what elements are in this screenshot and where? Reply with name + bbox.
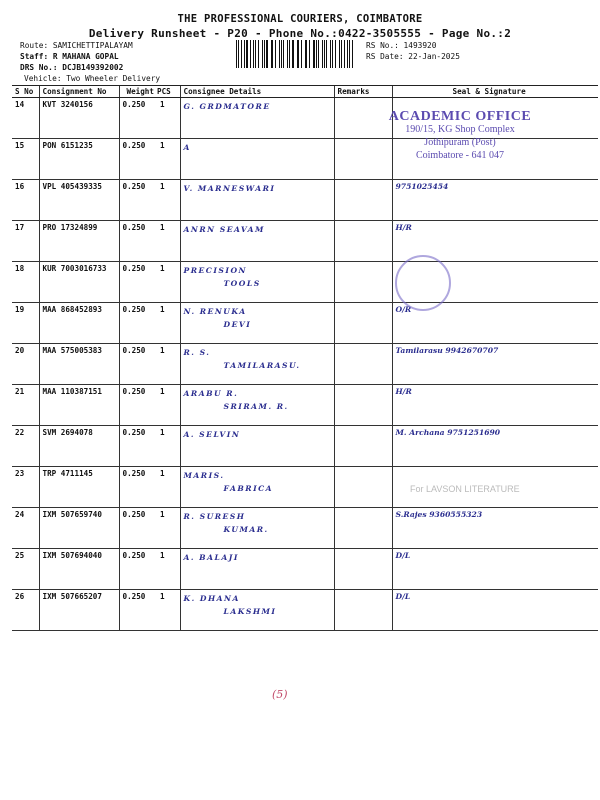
consignee-line-1: V. MARNESWARI (183, 184, 276, 193)
consignee-line-1: PRECISION (183, 266, 247, 275)
consignee-cell (180, 467, 334, 508)
round-seal-stamp (395, 255, 451, 311)
barcode-bar (313, 40, 315, 68)
signature-cell: Tamilarasu 9942670707 (392, 344, 598, 385)
weight-cell: 0.250 (119, 344, 157, 385)
table-row (12, 590, 598, 631)
weight-cell: 0.250 (119, 549, 157, 590)
signature-cell: S.Rajes 9360555323 (392, 508, 598, 549)
company-title: THE PROFESSIONAL COURIERS, COIMBATORE (177, 13, 423, 25)
barcode-bar (244, 40, 245, 68)
pcs-cell: 1 (157, 549, 180, 590)
stamp-line-4: Coimbatore - 641 047 (415, 150, 505, 161)
consignee-line-1: K. DHANA (183, 594, 240, 603)
rs-no-label: RS No.: 1493920 (366, 41, 437, 50)
signature-cell: H/R (392, 385, 598, 426)
table-row (12, 385, 598, 426)
academic-office-stamp (380, 110, 540, 176)
table-row (12, 549, 598, 590)
sno-cell: 24 (12, 508, 39, 549)
consignee-line-2: LAKSHMI (223, 607, 277, 616)
signature-cell: M. Archana 9751251690 (392, 426, 598, 467)
consignee-line-2: KUMAR. (223, 525, 269, 534)
consignee-cell (180, 139, 334, 180)
remarks-cell (334, 385, 392, 426)
sno-cell: 21 (12, 385, 39, 426)
consignment-no-cell: IXM 507659740 (39, 508, 119, 549)
barcode-bar (266, 40, 268, 68)
barcode-bar (298, 40, 299, 68)
weight-cell: 0.250 (119, 590, 157, 631)
weight-cell: 0.250 (119, 385, 157, 426)
consignee-line-2: TAMILARASU. (223, 361, 301, 370)
barcode-bar (275, 40, 276, 68)
barcode-bar (238, 40, 239, 68)
consignee-line-1: R. S. (183, 348, 211, 357)
faded-stamp: For LAVSON LITERATURE (410, 484, 520, 494)
barcode-bar (255, 40, 256, 68)
remarks-cell (334, 590, 392, 631)
barcode-bar (262, 40, 263, 68)
barcode-bar (289, 40, 290, 68)
rs-date-label: RS Date: 22-Jan-2025 (366, 52, 460, 61)
consignment-no-cell: SVM 2694078 (39, 426, 119, 467)
consignee-line-2: FABRICA (223, 484, 274, 493)
stamp-line-3: Jothipuram (Post) (424, 137, 496, 148)
barcode-bar (326, 40, 327, 68)
remarks-cell (334, 303, 392, 344)
sno-cell: 17 (12, 221, 39, 262)
barcode-bar (322, 40, 323, 68)
barcode-bar (279, 40, 280, 68)
consignee-line-1: ANRN SEAVAM (183, 225, 265, 234)
barcode-bar (316, 40, 317, 68)
runsheet-subtitle: Delivery Runsheet - P20 - Phone No.:0422-3505555 - Page No.:2 (88, 27, 512, 40)
consignment-no-cell: IXM 507665207 (39, 590, 119, 631)
barcode-bar (349, 40, 350, 68)
barcode-bar (318, 40, 319, 68)
table-row (12, 221, 598, 262)
col-consignment: Consignment No (39, 86, 119, 98)
consignee-line-1: ARABU R. (183, 389, 239, 398)
consignee-line-1: G. GRDMATORE (183, 102, 271, 111)
consignee-cell (180, 262, 334, 303)
stamp-line-2: 190/15, KG Shop Complex (405, 124, 515, 135)
consignment-no-cell: VPL 405439335 (39, 180, 119, 221)
remarks-cell (334, 180, 392, 221)
consignee-cell (180, 426, 334, 467)
remarks-cell (334, 467, 392, 508)
remarks-cell (334, 221, 392, 262)
table-row (12, 344, 598, 385)
barcode-bar (281, 40, 282, 68)
barcode-bar (301, 40, 302, 68)
sno-cell: 26 (12, 590, 39, 631)
pcs-cell: 1 (157, 467, 180, 508)
consignee-line-2: DEVI (223, 320, 252, 329)
col-consignee: Consignee Details (180, 86, 334, 98)
barcode-bar (250, 40, 251, 68)
weight-cell: 0.250 (119, 221, 157, 262)
col-pcs: PCS (157, 86, 180, 98)
sno-cell: 18 (12, 262, 39, 303)
barcode-bar (272, 40, 273, 68)
remarks-cell (334, 549, 392, 590)
consignee-cell (180, 344, 334, 385)
consignment-no-cell: IXM 507694040 (39, 549, 119, 590)
staff-label: Staff: R MAHANA GOPAL (20, 52, 119, 61)
consignee-cell (180, 590, 334, 631)
pcs-cell: 1 (157, 180, 180, 221)
table-row (12, 262, 598, 303)
sno-cell: 16 (12, 180, 39, 221)
sno-cell: 22 (12, 426, 39, 467)
consignee-cell (180, 385, 334, 426)
consignee-line-1: N. RENUKA (183, 307, 247, 316)
barcode-bar (258, 40, 259, 68)
barcode-bar (347, 40, 348, 68)
consignment-no-cell: PRO 17324899 (39, 221, 119, 262)
col-weight: Weight (119, 86, 157, 98)
signature-cell: O/R (392, 303, 598, 344)
barcode-bar (341, 40, 342, 68)
table-header-row (12, 86, 598, 98)
barcode-bar (236, 40, 237, 68)
consignee-line-1: MARIS. (183, 471, 225, 480)
barcode (236, 40, 356, 68)
barcode-bar (305, 40, 306, 68)
barcode-bar (271, 40, 272, 68)
col-remarks: Remarks (334, 86, 392, 98)
remarks-cell (334, 344, 392, 385)
barcode-bar (339, 40, 340, 68)
pcs-cell: 1 (157, 221, 180, 262)
consignment-no-cell: MAA 575005383 (39, 344, 119, 385)
consignee-cell (180, 303, 334, 344)
consignment-no-cell: KVT 3240156 (39, 98, 119, 139)
table-row (12, 303, 598, 344)
weight-cell: 0.250 (119, 262, 157, 303)
signature-cell: 9751025454 (392, 180, 598, 221)
consignee-cell (180, 221, 334, 262)
consignee-line-1: R. SURESH (183, 512, 246, 521)
pcs-cell: 1 (157, 262, 180, 303)
consignee-line-2: TOOLS (223, 279, 261, 288)
signature-cell: D/L (392, 549, 598, 590)
weight-cell: 0.250 (119, 426, 157, 467)
sno-cell: 23 (12, 467, 39, 508)
stamp-line-1: ACADEMIC OFFICE (388, 109, 532, 124)
drs-label: DRS No.: DCJB149392002 (20, 63, 124, 72)
signature-cell: H/R (392, 221, 598, 262)
barcode-bar (324, 40, 325, 68)
pcs-cell: 1 (157, 426, 180, 467)
weight-cell: 0.250 (119, 98, 157, 139)
barcode-bar (332, 40, 333, 68)
consignment-no-cell: PON 6151235 (39, 139, 119, 180)
remarks-cell (334, 426, 392, 467)
barcode-bar (292, 40, 294, 68)
table-row (12, 180, 598, 221)
barcode-bar (309, 40, 310, 68)
consignment-no-cell: MAA 110387151 (39, 385, 119, 426)
barcode-bar (253, 40, 254, 68)
signature-cell: D/L (392, 590, 598, 631)
barcode-bar (306, 40, 307, 68)
remarks-cell (334, 262, 392, 303)
consignment-no-cell: KUR 7003016733 (39, 262, 119, 303)
sno-cell: 15 (12, 139, 39, 180)
sno-cell: 19 (12, 303, 39, 344)
pcs-cell: 1 (157, 139, 180, 180)
pcs-cell: 1 (157, 344, 180, 385)
barcode-bar (241, 40, 242, 68)
consignment-no-cell: TRP 4711145 (39, 467, 119, 508)
sno-cell: 25 (12, 549, 39, 590)
pcs-cell: 1 (157, 98, 180, 139)
barcode-bar (344, 40, 345, 68)
pcs-cell: 1 (157, 590, 180, 631)
consignee-cell (180, 508, 334, 549)
barcode-bar (297, 40, 298, 68)
consignee-cell (180, 549, 334, 590)
consignee-line-1: A. SELVIN (183, 430, 241, 439)
pcs-cell: 1 (157, 303, 180, 344)
weight-cell: 0.250 (119, 180, 157, 221)
consignee-line-1: A. BALAJI (183, 553, 239, 562)
barcode-bar (330, 40, 331, 68)
route-label: Route: SAMICHETTIPALAYAM (20, 41, 133, 50)
barcode-bar (264, 40, 265, 68)
pcs-cell: 1 (157, 508, 180, 549)
barcode-bar (287, 40, 288, 68)
vehicle-label: Vehicle: Two Wheeler Delivery (24, 74, 161, 83)
consignment-no-cell: MAA 868452893 (39, 303, 119, 344)
table-row (12, 508, 598, 549)
weight-cell: 0.250 (119, 467, 157, 508)
barcode-bar (352, 40, 353, 68)
consignee-cell (180, 98, 334, 139)
pcs-cell: 1 (157, 385, 180, 426)
col-sno: S No (12, 86, 39, 98)
sno-cell: 14 (12, 98, 39, 139)
consignee-cell (180, 180, 334, 221)
weight-cell: 0.250 (119, 303, 157, 344)
table-row (12, 426, 598, 467)
weight-cell: 0.250 (119, 508, 157, 549)
remarks-cell (334, 508, 392, 549)
consignee-line-1: A (183, 143, 191, 152)
page-mark: (5) (272, 688, 288, 701)
weight-cell: 0.250 (119, 139, 157, 180)
sno-cell: 20 (12, 344, 39, 385)
barcode-bar (246, 40, 248, 68)
col-seal: Seal & Signature (392, 86, 598, 98)
consignee-line-2: SRIRAM. R. (223, 402, 289, 411)
barcode-bar (283, 40, 284, 68)
barcode-bar (335, 40, 337, 68)
